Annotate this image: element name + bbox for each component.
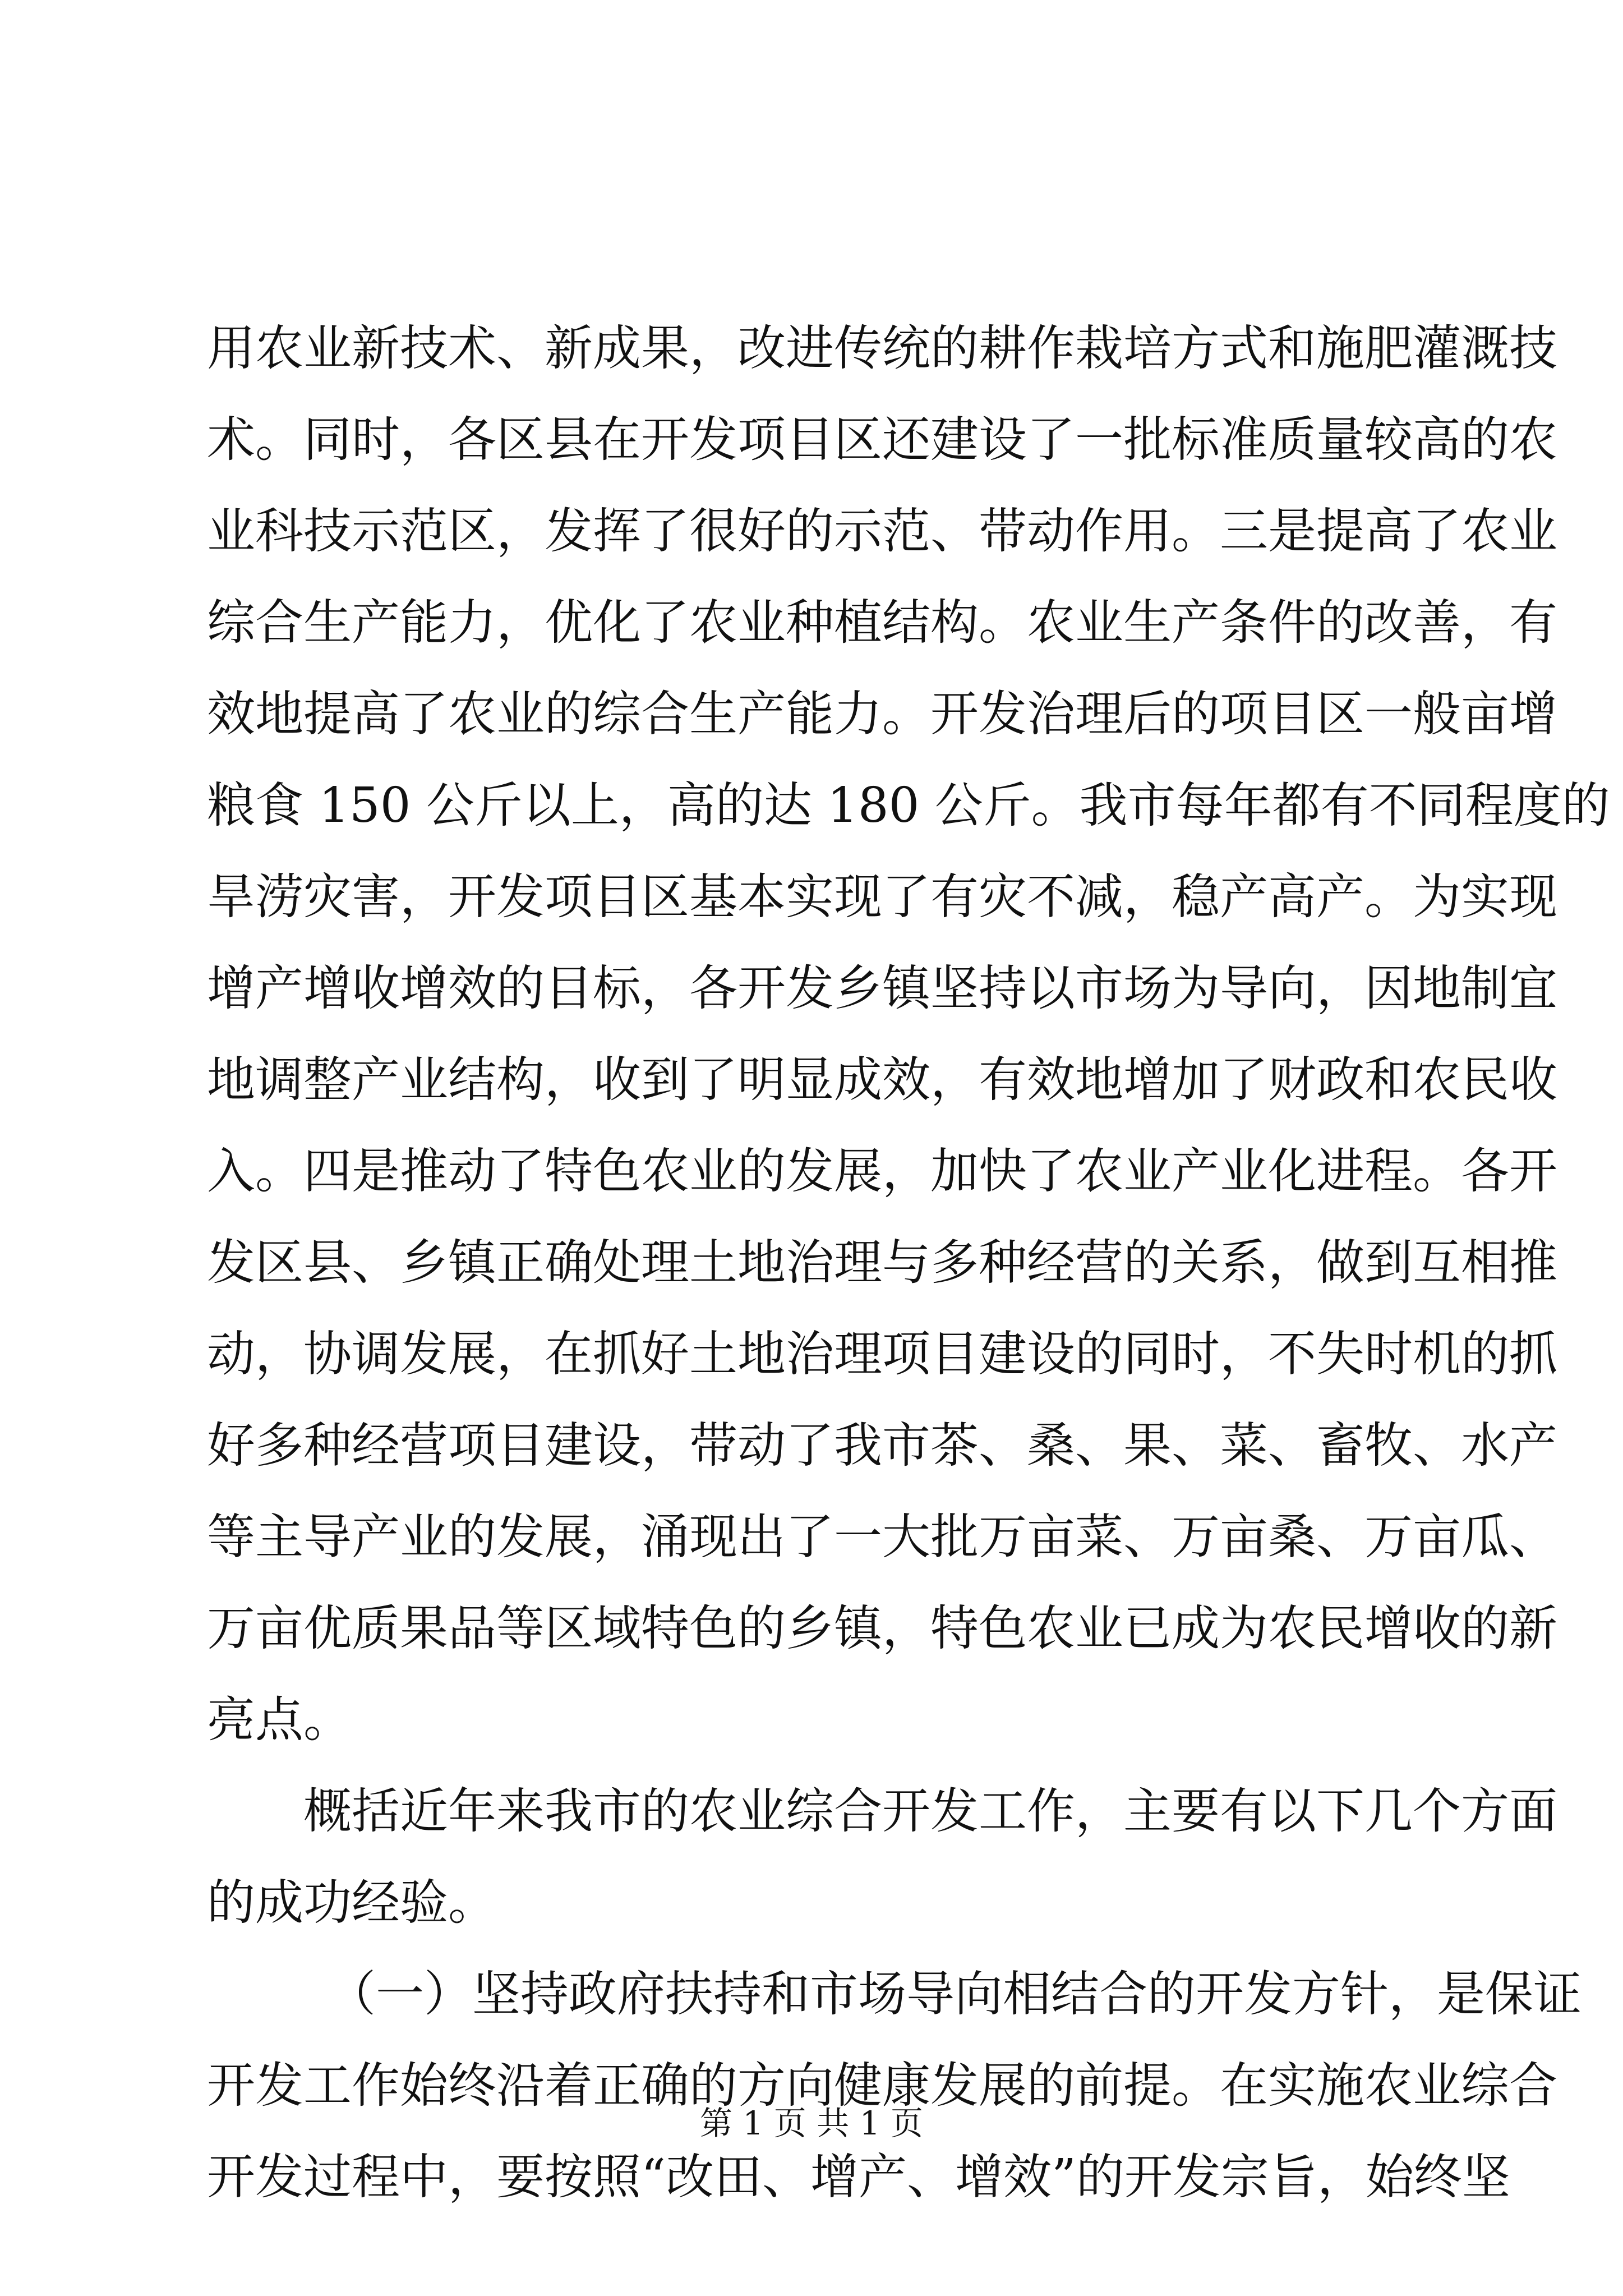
text-line: 综合生产能力，优化了农业种植结构。农业生产条件的改善，有 bbox=[207, 595, 1557, 651]
text-line: 用农业新技术、新成果，改进传统的耕作栽培方式和施肥灌溉技 bbox=[207, 320, 1557, 376]
text-line: 好多种经营项目建设，带动了我市茶、桑、果、菜、畜牧、水产 bbox=[207, 1418, 1557, 1474]
text-line: 地调整产业结构，收到了明显成效，有效地增加了财政和农民收 bbox=[207, 1052, 1557, 1108]
page-number: 第 1 页 共 1 页 bbox=[700, 2104, 923, 2142]
text-line: 亮点。 bbox=[207, 1692, 352, 1748]
text-line: 动，协调发展，在抓好土地治理项目建设的同时，不失时机的抓 bbox=[207, 1326, 1557, 1382]
page-footer bbox=[0, 2101, 1623, 2146]
text-line: 开发过程中，要按照“改田、增产、增效”的开发宗旨，始终坚 bbox=[207, 2149, 1510, 2205]
text-line: 发区县、乡镇正确处理土地治理与多种经营的关系，做到互相推 bbox=[207, 1235, 1557, 1291]
text-line: 开发工作始终沿着正确的方向健康发展的前提。在实施农业综合 bbox=[207, 2058, 1557, 2114]
text-line: （一）坚持政府扶持和市场导向相结合的开发方针，是保证 bbox=[328, 1966, 1581, 2022]
text-line: 术。同时，各区县在开发项目区还建设了一批标准质量较高的农 bbox=[207, 412, 1557, 468]
text-line: 旱涝灾害，开发项目区基本实现了有灾不减，稳产高产。为实现 bbox=[207, 869, 1557, 925]
text-line: 万亩优质果品等区域特色的乡镇，特色农业已成为农民增收的新 bbox=[207, 1600, 1557, 1657]
text-line: 等主导产业的发展，涌现出了一大批万亩菜、万亩桑、万亩瓜、 bbox=[207, 1509, 1557, 1565]
text-line: 效地提高了农业的综合生产能力。开发治理后的项目区一般亩增 bbox=[207, 686, 1557, 742]
text-line: 粮食 150 公斤以上，高的达 180 公斤。我市每年都有不同程度的 bbox=[207, 777, 1610, 834]
text-line: 业科技示范区，发挥了很好的示范、带动作用。三是提高了农业 bbox=[207, 503, 1557, 559]
text-line: 的成功经验。 bbox=[207, 1875, 496, 1931]
text-line: 增产增收增效的目标，各开发乡镇坚持以市场为导向，因地制宜 bbox=[207, 960, 1557, 1016]
text-line: 概括近年来我市的农业综合开发工作，主要有以下几个方面 bbox=[303, 1783, 1557, 1839]
document-body bbox=[207, 303, 1610, 2223]
text-line: 入。四是推动了特色农业的发展，加快了农业产业化进程。各开 bbox=[207, 1143, 1557, 1199]
